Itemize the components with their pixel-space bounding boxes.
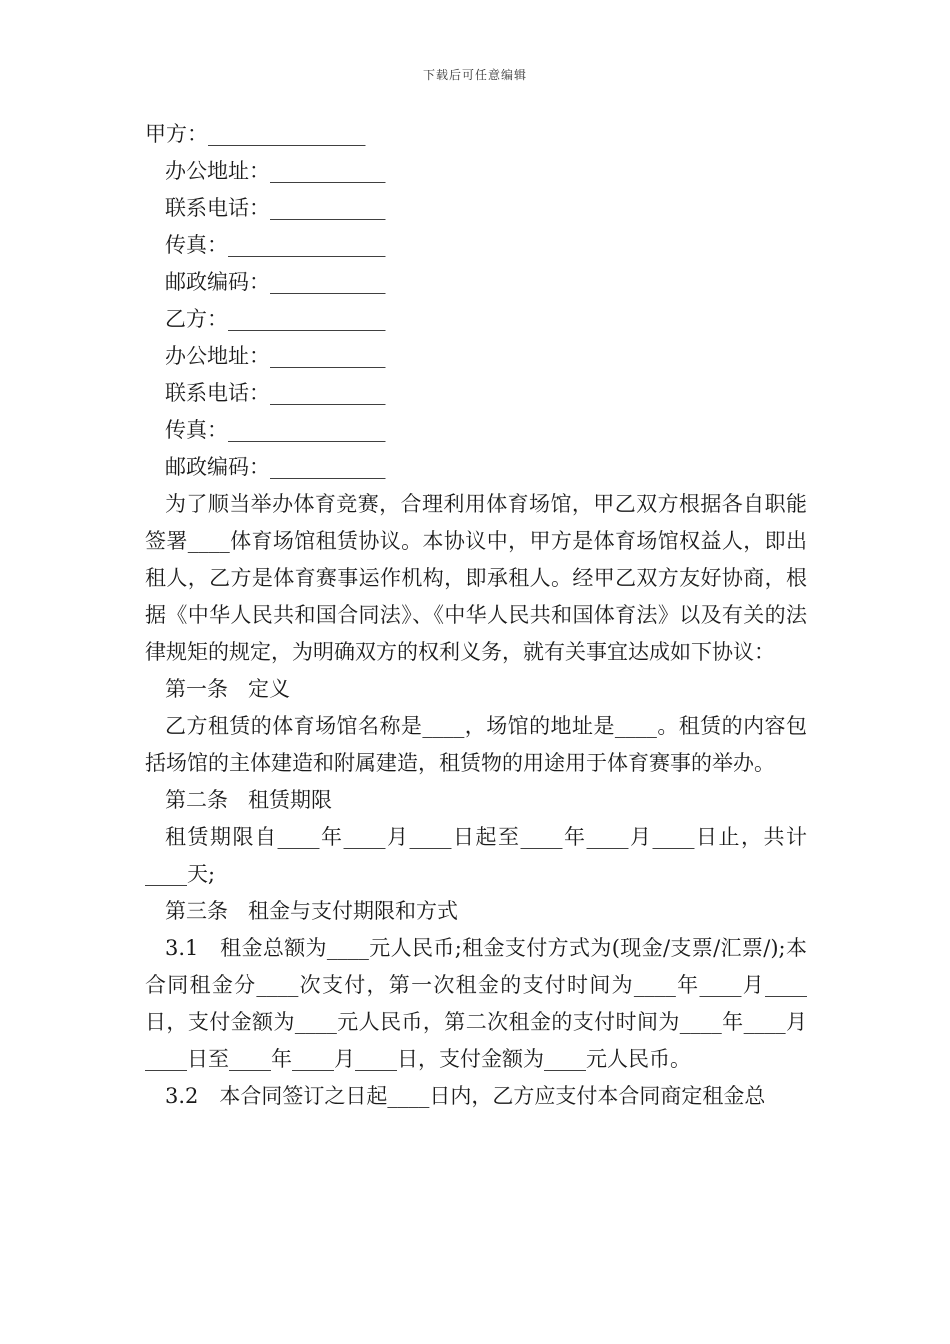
article-1-body: 乙方租赁的体育场馆名称是____，场馆的地址是____。租赁的内容包括场馆的主体建造和附属建造，租赁物的用途用于体育赛事的举办。 — [145, 714, 807, 775]
contract-body — [145, 116, 807, 1115]
party-a-address: 办公地址：___________ — [165, 159, 386, 183]
page-header-note: 下载后可任意编辑 — [422, 68, 527, 82]
party-a-phone: 联系电话：___________ — [165, 196, 386, 220]
party-a-fax: 传真：_______________ — [165, 233, 386, 257]
article-3-title: 租金与支付期限和方式 — [248, 899, 458, 923]
article-2-heading — [145, 782, 807, 819]
party-b-phone: 联系电话：___________ — [165, 381, 386, 405]
party-a-title: 甲方：_______________ — [145, 122, 366, 146]
clause-3-2: 3.2 本合同签订之日起____日内，乙方应支付本合同商定租金总 — [165, 1084, 766, 1108]
party-b-address: 办公地址：___________ — [165, 344, 386, 368]
party-a-postcode: 邮政编码：___________ — [165, 270, 386, 294]
article-1-number: 第一条 — [165, 677, 228, 701]
clause-3-1: 3.1 租金总额为____元人民币;租金支付方式为(现金/支票/汇票/);本合同租金分____次支付，第一次租金的支付时间为____年____月____日，支付金额为____元人民币，第二次租金的支付时间为____年____月____日至____年____月____日，支付金额为____元人民币。 — [145, 936, 807, 1071]
article-2-body: 租赁期限自____年____月____日起至____年____月____日止，共计____天; — [145, 825, 807, 886]
article-2-title: 租赁期限 — [248, 788, 332, 812]
party-b-postcode: 邮政编码：___________ — [165, 455, 386, 479]
article-3-number: 第三条 — [165, 899, 228, 923]
article-1-title: 定义 — [248, 677, 290, 701]
article-1-heading — [145, 671, 807, 708]
article-3-heading — [145, 893, 807, 930]
article-2-number: 第二条 — [165, 788, 228, 812]
preamble-paragraph: 为了顺当举办体育竞赛，合理利用体育场馆，甲乙双方根据各自职能签署____体育场馆租赁协议。本协议中，甲方是体育场馆权益人，即出租人，乙方是体育赛事运作机构，即承租人。经甲乙双方友好协商，根据《中华人民共和国合同法》、《中华人民共和国体育法》以及有关的法律规矩的规定，为明确双方的权利义务，就有关事宜达成如下协议： — [145, 492, 807, 664]
party-b-fax: 传真：_______________ — [165, 418, 386, 442]
party-b-title: 乙方：_______________ — [165, 307, 386, 331]
